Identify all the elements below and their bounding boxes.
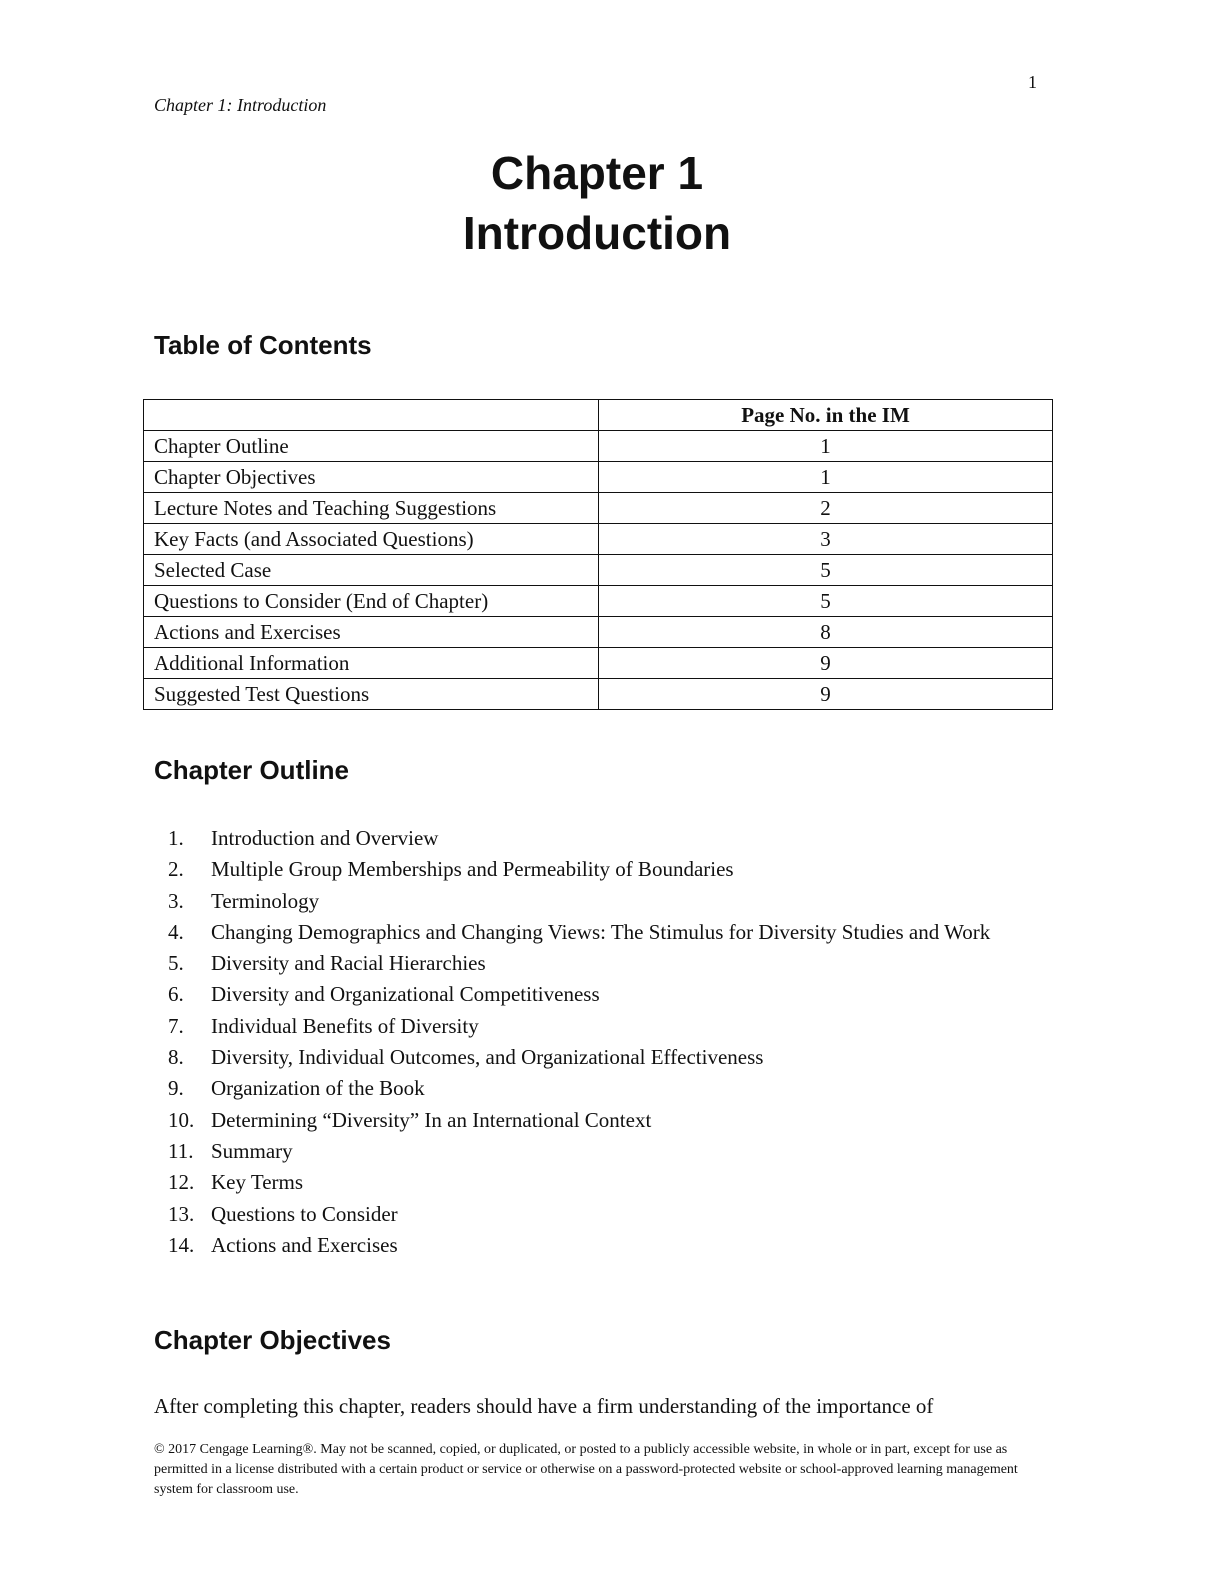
list-item-text: Multiple Group Memberships and Permeability of Boundaries: [211, 857, 734, 882]
list-item: [154, 1105, 1054, 1136]
toc-row-label: Questions to Consider (End of Chapter): [144, 586, 599, 617]
toc-row-page: 1: [599, 431, 1053, 462]
toc-row-page: 3: [599, 524, 1053, 555]
list-item-text: Key Terms: [211, 1170, 304, 1195]
list-item-text: Summary: [211, 1138, 293, 1163]
list-item: [154, 1136, 1054, 1167]
toc-row-label: Chapter Objectives: [144, 462, 599, 493]
toc-row-label: Additional Information: [144, 648, 599, 679]
list-item-number: 10.: [168, 1107, 195, 1132]
list-item: [154, 1199, 1054, 1230]
toc-row-label: Lecture Notes and Teaching Suggestions: [144, 493, 599, 524]
objectives-paragraph: After completing this chapter, readers should have a firm understanding of the importance of: [154, 1394, 934, 1418]
list-item: [154, 1167, 1054, 1198]
list-item: [154, 886, 1054, 917]
toc-row-label: Chapter Outline: [144, 431, 599, 462]
toc-header-blank: [144, 400, 599, 431]
list-item-number: 7.: [168, 1013, 184, 1038]
list-item: [154, 854, 1054, 885]
toc-heading: Table of Contents: [154, 330, 372, 360]
list-item: [154, 917, 1054, 948]
toc-header-row: [144, 400, 1053, 431]
list-item: [154, 1042, 1054, 1073]
running-header: Chapter 1: Introduction: [154, 95, 327, 115]
list-item-text: Questions to Consider: [211, 1201, 398, 1226]
toc-row-label: Suggested Test Questions: [144, 679, 599, 710]
toc-row-page: 9: [599, 679, 1053, 710]
list-item-text: Terminology: [211, 888, 320, 913]
toc-row-page: 2: [599, 493, 1053, 524]
toc-row-page: 8: [599, 617, 1053, 648]
table-row: [144, 648, 1053, 679]
list-item-number: 1.: [168, 826, 184, 850]
toc-row-label: Key Facts (and Associated Questions): [144, 524, 599, 555]
list-item-text: Diversity and Organizational Competitiveness: [211, 982, 600, 1007]
toc-row-page: 9: [599, 648, 1053, 679]
list-item-number: 9.: [168, 1076, 184, 1101]
list-item-text: Diversity, Individual Outcomes, and Organizational Effectiveness: [211, 1045, 764, 1070]
table-row: [144, 617, 1053, 648]
list-item: [154, 823, 1054, 854]
table-row: [144, 555, 1053, 586]
table-row: [144, 679, 1053, 710]
table-row: [144, 462, 1053, 493]
list-item-number: 11.: [168, 1138, 194, 1163]
list-item: [154, 1011, 1054, 1042]
chapter-title-line2: Introduction: [462, 207, 732, 259]
table-row: [144, 524, 1053, 555]
list-item-number: 4.: [168, 919, 184, 944]
chapter-title-line1: Chapter 1: [490, 147, 704, 199]
list-item-text: Determining “Diversity” In an International Context: [211, 1107, 652, 1132]
list-item: [154, 1073, 1054, 1104]
outline-list: [154, 823, 1054, 1261]
list-item: [154, 1230, 1054, 1261]
copyright-footer: © 2017 Cengage Learning®. May not be scanned, copied, or duplicated, or posted to a publicly accessible website, in whole or in part, except for use as permitted in a license distributed with a certain product or service or otherwise on a password-protected website or school-approved learning management system for classroom use.: [154, 1442, 1018, 1497]
list-item-number: 14.: [168, 1232, 195, 1257]
page-number: 1: [1028, 72, 1037, 92]
list-item-number: 5.: [168, 951, 184, 976]
objectives-heading: Chapter Objectives: [154, 1325, 391, 1355]
list-item-number: 6.: [168, 982, 184, 1007]
list-item-number: 2.: [168, 857, 184, 882]
list-item-text: Organization of the Book: [211, 1076, 425, 1101]
list-item-text: Introduction and Overview: [211, 826, 439, 850]
toc-row-page: 5: [599, 586, 1053, 617]
list-item-number: 13.: [168, 1201, 195, 1226]
toc-table: [143, 399, 1053, 710]
list-item: [154, 979, 1054, 1010]
outline-heading: Chapter Outline: [154, 755, 350, 785]
list-item-number: 12.: [168, 1170, 195, 1195]
list-item-text: Diversity and Racial Hierarchies: [211, 951, 486, 976]
table-row: [144, 493, 1053, 524]
toc-column-header: Page No. in the IM: [599, 400, 1053, 431]
list-item-number: 3.: [168, 888, 184, 913]
toc-row-page: 5: [599, 555, 1053, 586]
list-item-number: 8.: [168, 1045, 184, 1070]
toc-row-label: Selected Case: [144, 555, 599, 586]
chapter-title: [0, 143, 1194, 263]
table-row: [144, 431, 1053, 462]
list-item: [154, 948, 1054, 979]
toc-row-page: 1: [599, 462, 1053, 493]
list-item-text: Changing Demographics and Changing Views: The Stimulus for Diversity Studies and Work: [211, 919, 991, 944]
table-row: [144, 586, 1053, 617]
toc-row-label: Actions and Exercises: [144, 617, 599, 648]
list-item-text: Individual Benefits of Diversity: [211, 1013, 479, 1038]
list-item-text: Actions and Exercises: [211, 1232, 398, 1257]
